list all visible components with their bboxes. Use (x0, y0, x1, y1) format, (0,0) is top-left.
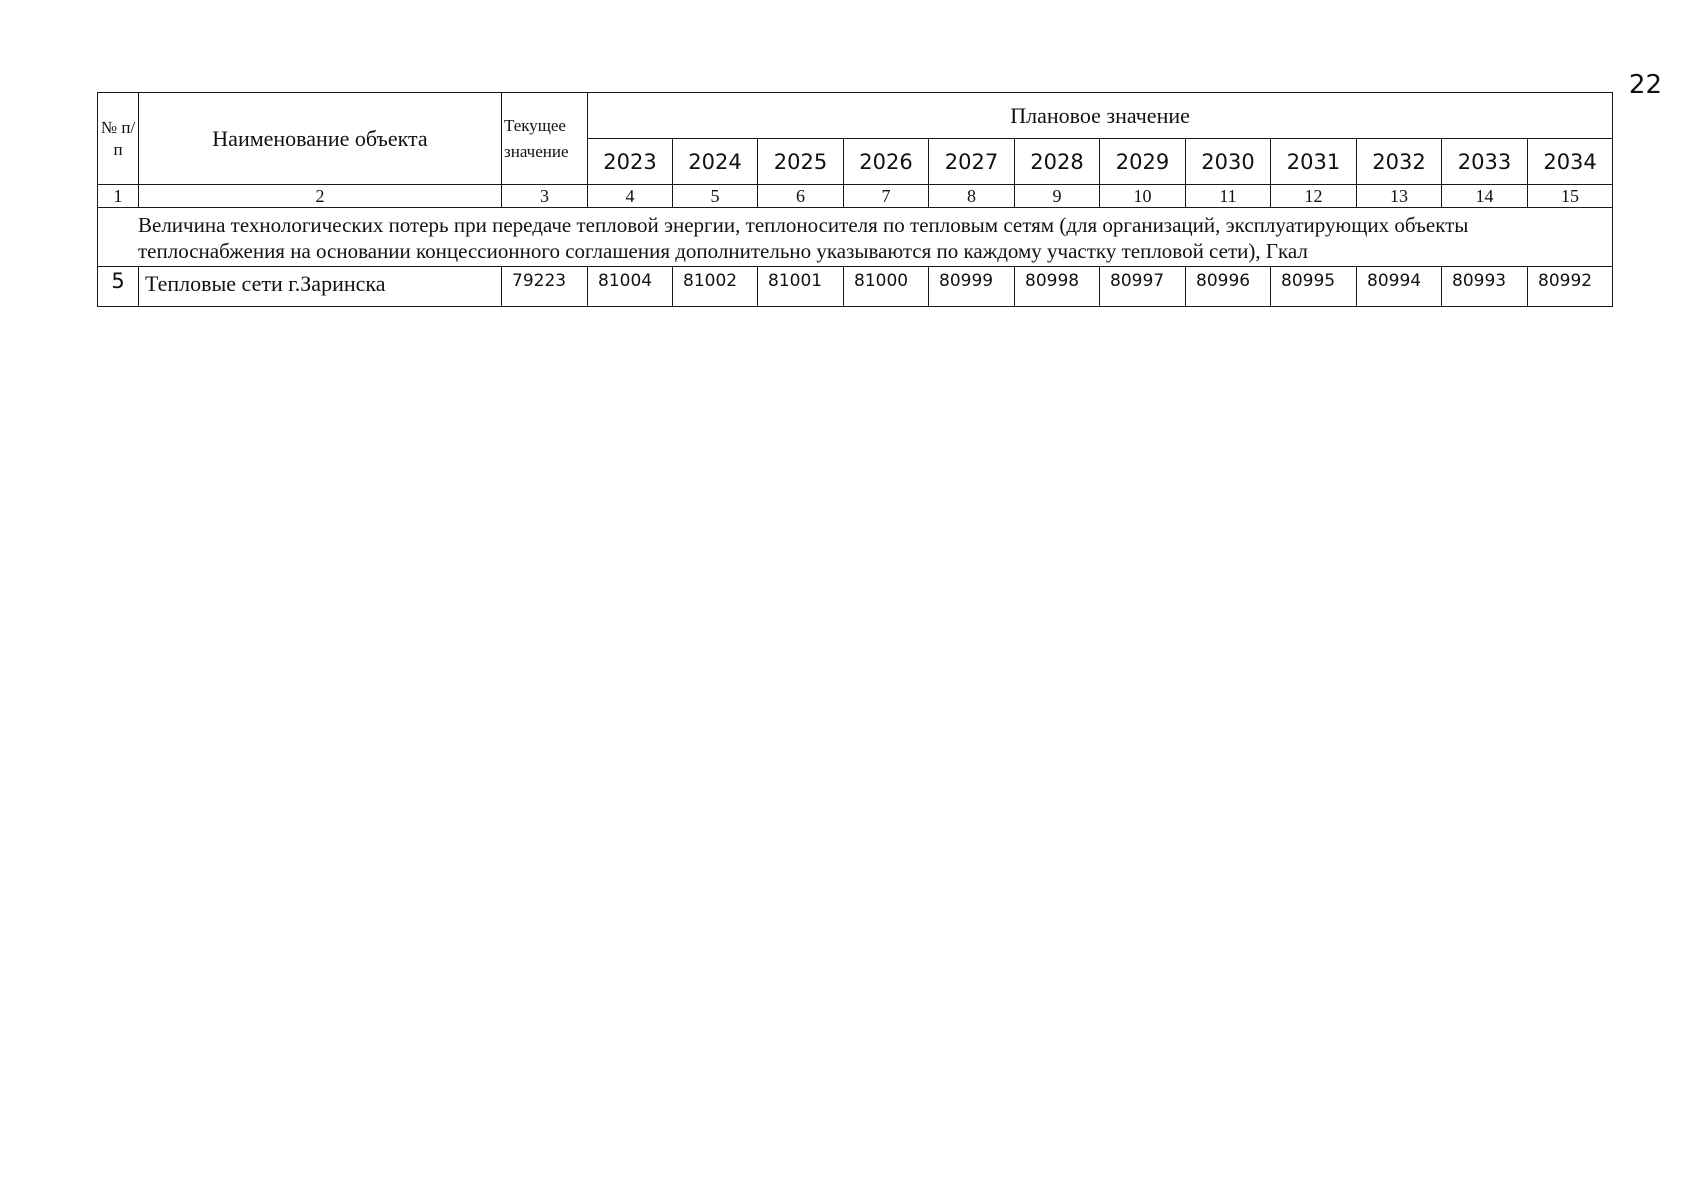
header-year: 2027 (929, 139, 1015, 185)
column-index-label: 14 (1475, 186, 1494, 206)
column-index (1271, 185, 1357, 208)
column-index (1186, 185, 1271, 208)
column-index-label: 3 (540, 186, 549, 206)
header-year: 2023 (588, 139, 673, 185)
target-indicators-table (97, 92, 1613, 307)
header-year: 2024 (673, 139, 758, 185)
row-planned-value: 80998 (1015, 267, 1100, 307)
column-index-label: 6 (796, 186, 805, 206)
row-current-value: 79223 (502, 267, 588, 307)
column-index (502, 185, 588, 208)
header-year: 2031 (1271, 139, 1357, 185)
row-planned-value: 81001 (758, 267, 844, 307)
column-index-label: 12 (1304, 186, 1323, 206)
section-description: Величина технологических потерь при передаче тепловой энергии, теплоносителя по тепловым сетям (для организаций, эксплуатирующих объекты теплоснабжения на основании концессионного соглашения дополнительно указываются по каждому участку тепловой сети), Гкал (98, 208, 1613, 267)
header-planned-value: Плановое значение (588, 93, 1613, 139)
column-index-label: 8 (967, 186, 976, 206)
column-index (929, 185, 1015, 208)
column-index-label: 11 (1219, 186, 1237, 206)
column-index (1015, 185, 1100, 208)
column-index-label: 2 (315, 186, 325, 206)
row-planned-value: 80994 (1357, 267, 1442, 307)
row-planned-value: 80992 (1528, 267, 1613, 307)
header-year: 2028 (1015, 139, 1100, 185)
table-row (98, 267, 1613, 307)
column-index-label: 7 (881, 186, 891, 206)
column-index (844, 185, 929, 208)
row-number: 5 (98, 267, 139, 307)
column-index (1442, 185, 1528, 208)
page-number: 22 (1628, 70, 1662, 100)
row-object-name: Тепловые сети г.Заринска (139, 267, 502, 307)
column-index (98, 185, 139, 208)
row-planned-value: 81002 (673, 267, 758, 307)
header-num: № п/п (98, 93, 139, 185)
header-year: 2029 (1100, 139, 1186, 185)
column-index (1528, 185, 1613, 208)
column-index-label: 10 (1133, 186, 1152, 206)
header-object-name: Наименование объекта (139, 93, 502, 185)
column-index-label: 15 (1561, 186, 1580, 206)
column-index (673, 185, 758, 208)
header-row-top (98, 93, 1613, 139)
row-planned-value: 80995 (1271, 267, 1357, 307)
section-row (98, 208, 1613, 267)
row-planned-value: 80999 (929, 267, 1015, 307)
column-index-label: 4 (625, 186, 635, 206)
header-year: 2033 (1442, 139, 1528, 185)
row-planned-value: 81000 (844, 267, 929, 307)
row-planned-value: 80997 (1100, 267, 1186, 307)
column-index (139, 185, 502, 208)
row-planned-value: 80996 (1186, 267, 1271, 307)
row-planned-value: 80993 (1442, 267, 1528, 307)
column-index (758, 185, 844, 208)
column-index (588, 185, 673, 208)
column-index (1357, 185, 1442, 208)
column-index-label: 1 (113, 186, 123, 206)
header-year: 2034 (1528, 139, 1613, 185)
column-index (1100, 185, 1186, 208)
header-year: 2026 (844, 139, 929, 185)
column-index-label: 5 (710, 186, 720, 206)
row-planned-value: 81004 (588, 267, 673, 307)
column-index-label: 13 (1390, 186, 1408, 206)
header-year: 2025 (758, 139, 844, 185)
column-index-row (98, 185, 1613, 208)
header-year: 2032 (1357, 139, 1442, 185)
header-year: 2030 (1186, 139, 1271, 185)
column-index-label: 9 (1052, 186, 1062, 206)
header-current-value: Текущее значение (502, 93, 588, 185)
